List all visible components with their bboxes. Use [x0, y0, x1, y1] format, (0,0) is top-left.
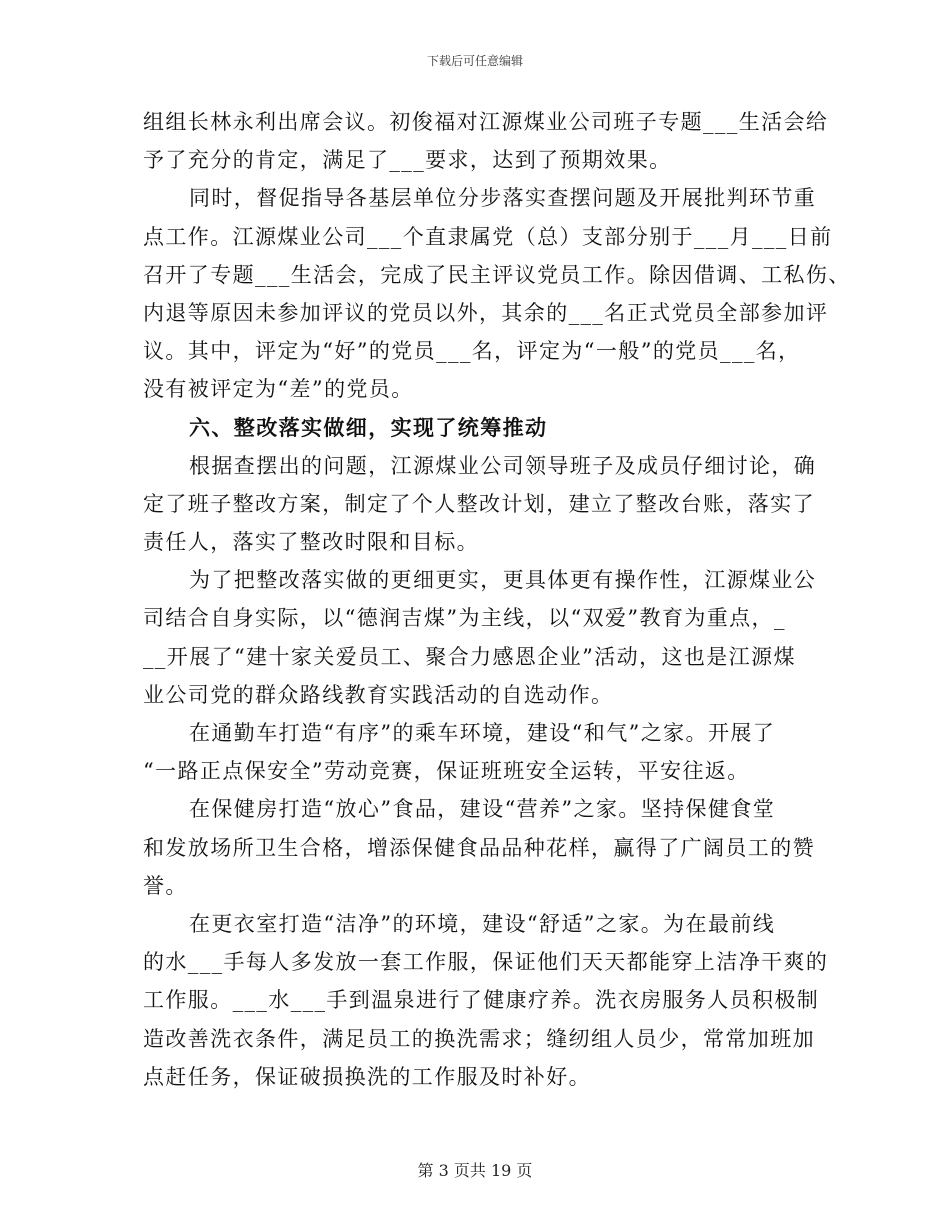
text-line: 根据查摆出的问题，江源煤业公司领导班子及成员仔细讨论，确 — [189, 453, 817, 478]
text-line: 在通勤车打造“有序”的乘车环境，建设“和气”之家。开展了 — [189, 721, 776, 745]
text-line: 誉。 — [143, 873, 188, 898]
text-line: 点赶任务，保证破损换洗的工作服及时补好。 — [143, 1064, 591, 1089]
text-line: 组组长林永利出席会议。初俊福对江源煤业公司班子专题___生活会给 — [143, 110, 829, 134]
page-number: 第 3 页共 19 页 — [417, 1161, 533, 1180]
text-line: 内退等原因未参加评议的党员以外，其余的___名正式党员全部参加评 — [143, 300, 829, 325]
text-line: 定了班子整改方案，制定了个人整改计划，建立了整改台账，落实了 — [143, 491, 815, 516]
page-header: 下载后可任意编辑 — [426, 54, 523, 68]
text-line: “一路正点保安全”劳动竞赛，保证班班安全运转，平安往返。 — [143, 759, 750, 784]
text-line: 和发放场所卫生合格，增添保健食品品种花样，赢得了广阔员工的赞 — [143, 835, 815, 860]
text-line: 的水___手每人多发放一套工作服，保证他们天天都能穿上洁净干爽的 — [143, 950, 829, 975]
text-line: __开展了“建十家关爱员工、聚合力感恩企业”活动，这也是江源煤 — [143, 644, 796, 669]
text-line: 没有被评定为“差”的党员。 — [143, 377, 414, 402]
text-line: 责任人，落实了整改时限和目标。 — [143, 530, 479, 555]
document-body — [143, 103, 851, 1096]
text-line: 司结合自身实际，以“德润吉煤”为主线，以“双爱”教育为重点，_ — [143, 606, 786, 631]
text-line: 在保健房打造“放心”食品，建设“营养”之家。坚持保健食堂 — [189, 797, 776, 822]
text-line: 业公司党的群众路线教育实践活动的自选动作。 — [143, 682, 614, 707]
text-line: 为了把整改落实做的更细更实，更具体更有操作性，江源煤业公 — [189, 568, 817, 593]
text-line: 造改善洗衣条件，满足员工的换洗需求；缝纫组人员少，常常加班加 — [143, 1026, 815, 1051]
text-line: 召开了专题___生活会，完成了民主评议党员工作。除因借调、工私伤、 — [143, 262, 851, 287]
text-line: 在更衣室打造“洁净”的环境，建设“舒适”之家。为在最前线 — [189, 911, 776, 936]
text-line: 同时，督促指导各基层单位分步落实查摆问题及开展批判环节重 — [189, 186, 817, 211]
text-line: 予了充分的肯定，满足了___要求，达到了预期效果。 — [143, 148, 672, 173]
text-line: 工作服。___水___手到温泉进行了健康疗养。洗衣房服务人员积极制 — [143, 988, 820, 1013]
text-line: 议。其中，评定为“好”的党员___名，评定为“一般”的党员___名， — [143, 339, 801, 364]
section-heading: 六、整改落实做细，实现了统筹推动 — [189, 414, 548, 440]
text-line: 点工作。江源煤业公司___个直隶属党（总）支部分别于___月___日前 — [143, 224, 833, 249]
